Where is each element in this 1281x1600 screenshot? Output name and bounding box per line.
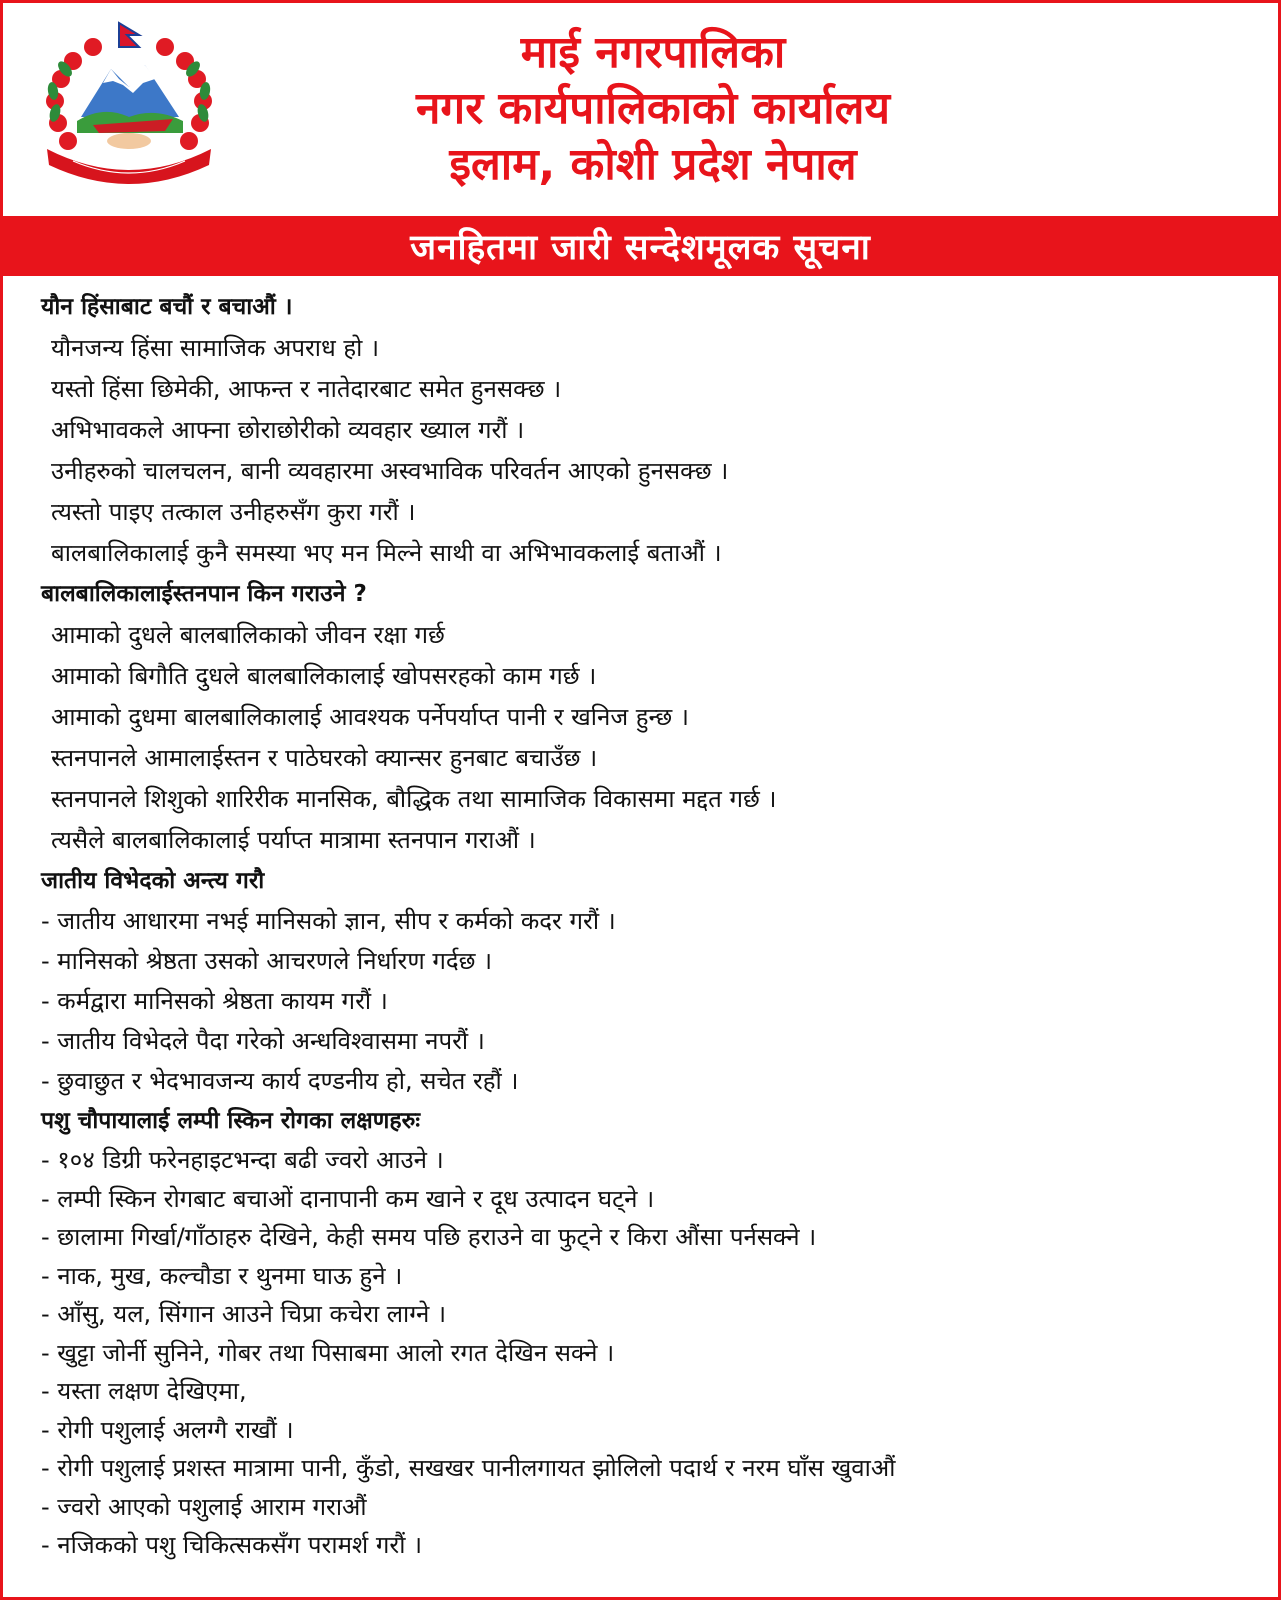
header xyxy=(3,3,1278,216)
section-breastfeeding xyxy=(41,574,1261,861)
list-item: - नाक, मुख, कल्चौडा र थुनमा घाऊ हुने । xyxy=(41,1261,403,1290)
list-item: आमाको दुधमा बालबालिकालाई आवश्यक पर्नेपर्याप्त पानी र खनिज हुन्छ । xyxy=(51,703,689,731)
list-item: - जातीय आधारमा नभई मानिसको ज्ञान, सीप र कर्मको कदर गरौं । xyxy=(41,907,616,935)
section-heading: जातीय विभेदको अन्त्य गरौ xyxy=(41,868,265,894)
list-item: - आँसु, यल, सिंगान आउने चिप्रा कचेरा लाग्ने । xyxy=(41,1300,447,1328)
list-item: त्यसैले बालबालिकालाई पर्याप्त मात्रामा स्तनपान गराऔं । xyxy=(51,826,536,854)
list-item: आमाको दुधले बालबालिकाको जीवन रक्षा गर्छ xyxy=(51,621,445,649)
list-item: - जातीय विभेदले पैदा गरेको अन्धविश्वासमा नपरौं । xyxy=(41,1027,485,1055)
list-item: - ज्वरो आएको पशुलाई आराम गराऔं xyxy=(41,1492,367,1521)
list-item: स्तनपानले शिशुको शारिरीक मानसिक, बौद्धिक तथा सामाजिक विकासमा मद्दत गर्छ । xyxy=(51,785,777,813)
list-item: बालबालिकालाई कुनै समस्या भए मन मिल्ने साथी वा अभिभावकलाई बताऔं । xyxy=(51,539,722,567)
section-heading: पशु चौपायालाई लम्पी स्किन रोगका लक्षणहरुः xyxy=(41,1108,421,1134)
office-address: इलाम, कोशी प्रदेश नेपाल xyxy=(449,139,857,190)
list-item: अभिभावकले आफ्ना छोराछोरीको व्यवहार ख्याल गरौं । xyxy=(51,416,525,444)
list-item: - कर्मद्वारा मानिसको श्रेष्ठता कायम गरौं । xyxy=(41,987,388,1015)
list-item: - खुट्टा जोर्नी सुनिने, गोबर तथा पिसाबमा आलो रगत देखिन सक्ने । xyxy=(41,1338,615,1367)
list-item: - १०४ डिग्री फरेनहाइटभन्दा बढी ज्वरो आउने । xyxy=(41,1146,444,1174)
notice-title-banner xyxy=(3,216,1278,276)
notice-title: जनहितमा जारी सन्देशमूलक सूचना xyxy=(410,227,871,268)
municipality-name: माई नगरपालिका xyxy=(520,27,786,78)
list-item: आमाको बिगौति दुधले बालबालिकालाई खोपसरहको काम गर्छ । xyxy=(51,662,597,690)
list-item: स्तनपानले आमालाईस्तन र पाठेघरको क्यान्सर हुनबाट बचाउँछ । xyxy=(51,744,598,772)
office-name: नगर कार्यपालिकाको कार्यालय xyxy=(416,83,890,134)
section-sexual-violence xyxy=(41,287,1261,574)
list-item: - नजिकको पशु चिकित्सकसँग परामर्श गरौं । xyxy=(41,1531,423,1559)
office-titles xyxy=(243,25,1063,193)
list-item: - मानिसको श्रेष्ठता उसको आचरणले निर्धारण गर्दछ । xyxy=(41,947,493,975)
list-item: - रोगी पशुलाई प्रशस्त मात्रामा पानी, कुँडो, सखखर पानीलगायत झोलिलो पदार्थ र नरम घाँस खुवाऔं xyxy=(41,1454,896,1482)
list-item: यौनजन्य हिंसा सामाजिक अपराध हो । xyxy=(51,334,380,362)
list-item: - छालामा गिर्खा/गाँठाहरु देखिने, केही समय पछि हराउने वा फुट्ने र किरा औंसा पर्नसक्ने । xyxy=(41,1223,817,1251)
list-item: - रोगी पशुलाई अलग्गै राखौं । xyxy=(41,1415,294,1444)
list-item: - यस्ता लक्षण देखिएमा, xyxy=(41,1377,247,1405)
list-item: - छुवाछुत र भेदभावजन्य कार्य दण्डनीय हो, सचेत रहौं । xyxy=(41,1067,519,1095)
list-item: त्यस्तो पाइए तत्काल उनीहरुसँग कुरा गरौं । xyxy=(51,498,416,526)
section-heading: यौन हिंसाबाट बचौं र बचाऔं । xyxy=(41,294,293,320)
list-item: यस्तो हिंसा छिमेकी, आफन्त र नातेदारबाट समेत हुनसक्छ । xyxy=(51,375,562,403)
section-caste-discrimination xyxy=(41,861,1261,1101)
section-heading: बालबालिकालाईस्तनपान किन गराउने ? xyxy=(41,581,367,607)
list-item: - लम्पी स्किन रोगबाट बचाओं दानापानी कम खाने र दूध उत्पादन घट्ने । xyxy=(41,1184,655,1213)
nepal-government-emblem-icon xyxy=(33,21,223,191)
list-item: उनीहरुको चालचलन, बानी व्यवहारमा अस्वभाविक परिवर्तन आएको हुनसक्छ । xyxy=(51,457,729,485)
notice-body xyxy=(41,287,1261,1565)
section-lumpy-skin-disease xyxy=(41,1101,1261,1565)
